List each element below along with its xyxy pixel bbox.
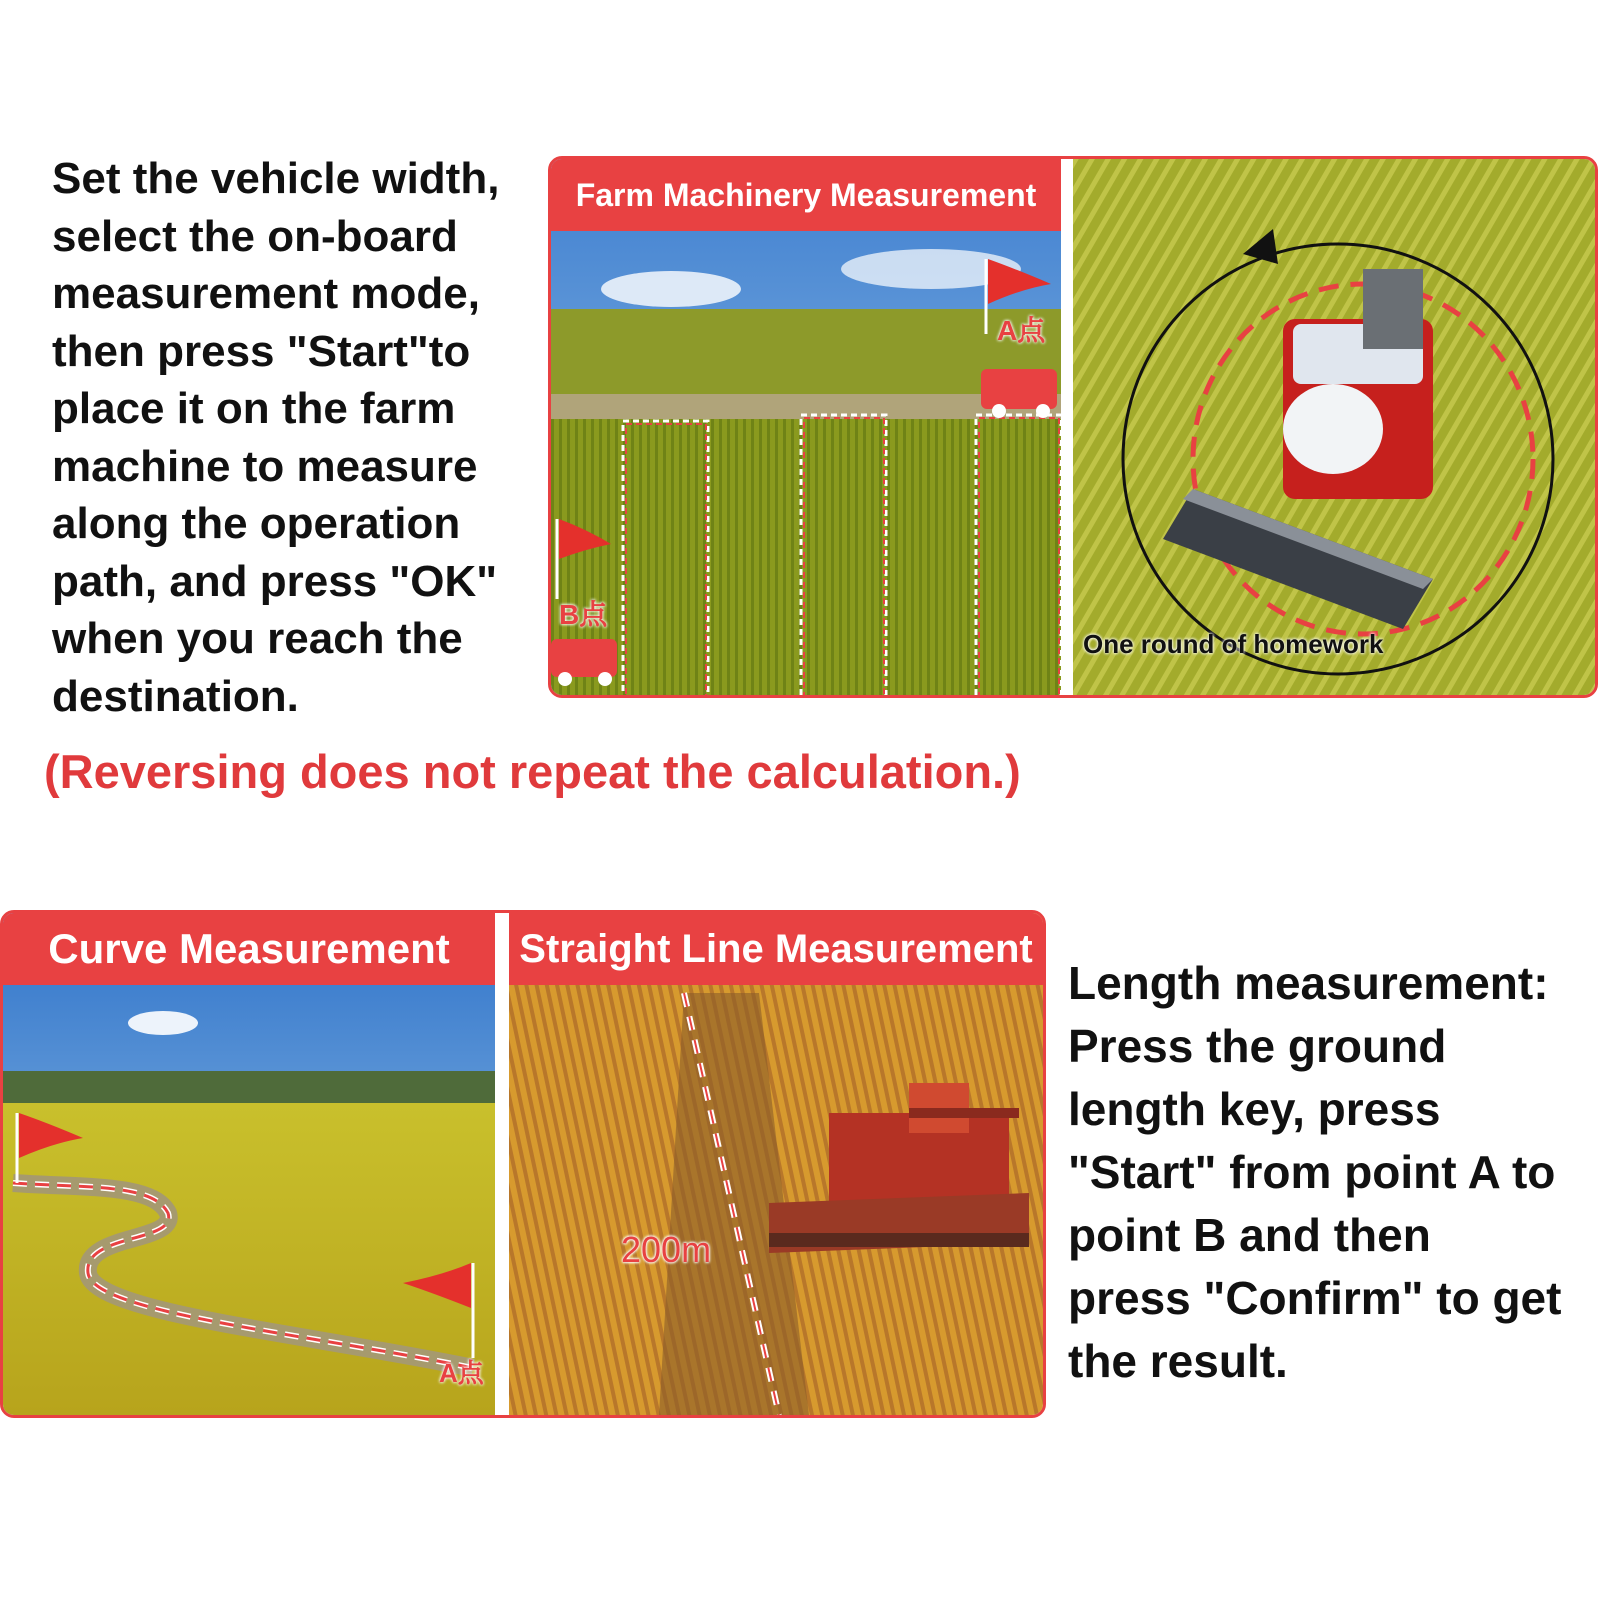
vehicle-width-instructions: Set the vehicle width, select the on-board measurement mode, then press "Start"to place it on the farm machine to measure along the operation path, and press "OK" when you reach the destination.	[52, 154, 500, 721]
distance-label: 200m	[621, 1229, 712, 1270]
curve-field-image	[3, 913, 495, 1415]
curve-point-a-marker: A点	[439, 1358, 484, 1388]
point-a-marker: A点	[997, 315, 1046, 346]
straight-line-title: Straight Line Measurement	[509, 913, 1043, 985]
farm-machinery-panel	[548, 156, 1598, 698]
length-measurement-panel	[0, 910, 1046, 1418]
farm-machinery-title: Farm Machinery Measurement	[551, 159, 1061, 231]
harvester-loop-image	[1073, 159, 1595, 695]
loop-caption: One round of homework	[1083, 629, 1384, 659]
reversing-note: (Reversing does not repeat the calculation.)	[44, 745, 1021, 798]
field-aerial-image	[551, 159, 1061, 695]
panel-divider	[1061, 159, 1073, 695]
panel-divider	[495, 913, 509, 1415]
straight-field-image	[509, 913, 1043, 1415]
length-measurement-instructions: Length measurement: Press the ground length key, press "Start" from point A to point B and then press "Confirm" to get the result.	[1068, 957, 1562, 1387]
curve-measurement-title: Curve Measurement	[3, 913, 495, 985]
point-b-marker: B点	[559, 599, 608, 630]
